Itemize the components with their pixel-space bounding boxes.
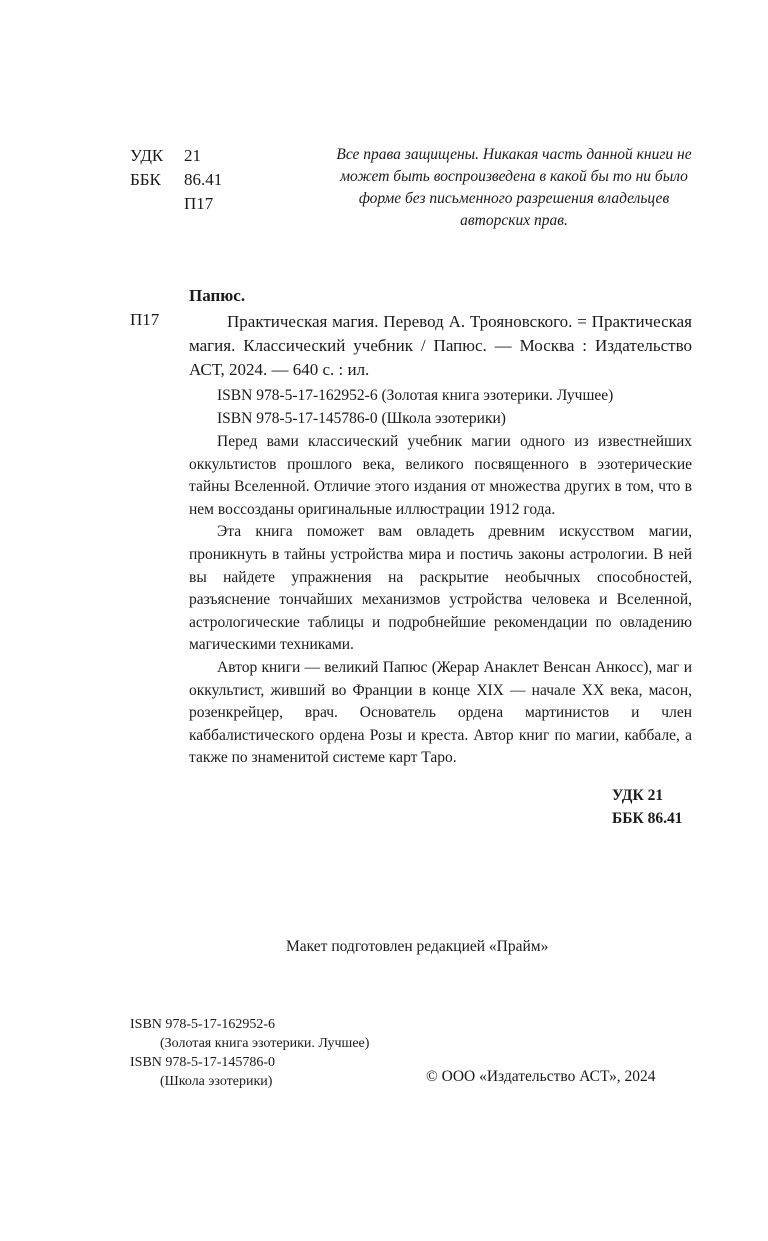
- annotation: [189, 431, 692, 770]
- annotation-paragraph: Автор книги — великий Папюс (Жерар Анаклет Венсан Анкосс), маг и оккультист, живший во Франции в конце XIX — начале XX века, масон, розенкрейцер, врач. Основатель ордена мартинистов и член каббалистического ордена Розы и креста. Автор книг по магии, каббале, а также по знаменитой системе карт Таро.: [189, 658, 692, 767]
- bbk-row: [130, 168, 222, 192]
- bottom-isbn-series: (Золотая книга эзотерики. Лучшее): [160, 1036, 370, 1051]
- author-name: Папюс.: [189, 286, 246, 305]
- isbn-line: ISBN 978-5-17-162952-6 (Золотая книга эзотерики. Лучшее): [217, 387, 614, 404]
- author-code: П17: [130, 310, 160, 329]
- bbk-label: ББК: [130, 170, 161, 189]
- bottom-isbn-series: (Школа эзотерики): [160, 1074, 273, 1089]
- isbn-line: ISBN 978-5-17-145786-0 (Школа эзотерики): [217, 410, 506, 427]
- bibliographic-title: Практическая магия. Перевод А. Трояновского. = Практическая магия. Классический учебник / Папюс. — Москва : Издательство АСТ, 2024. — 640 с. : ил.: [189, 312, 692, 379]
- annotation-paragraph: Эта книга поможет вам овладеть древним искусством магии, проникнуть в тайны устройства мира и постичь законы астрологии. В ней вы найдете упражнения на раскрытие необычных способностей, разъяснение тончайших механизмов устройства человека и Вселенной, астрологические таблицы и подробнейшие рекомендации по овладению магическими техниками.: [189, 523, 692, 654]
- bottom-isbn: ISBN 978-5-17-162952-6: [130, 1017, 276, 1032]
- bbk-value: 86.41: [184, 170, 223, 189]
- classification-codes-right: [612, 784, 682, 830]
- udk-value: 21: [184, 146, 201, 165]
- bottom-isbn-block: [130, 1015, 369, 1091]
- author-sign-row: [130, 192, 222, 216]
- bbk-code: ББК 86.41: [612, 810, 683, 827]
- rights-notice: Все права защищены. Никакая часть данной книги не может быть воспроизведена в какой бы то ни было форме без письменного разрешения владельцев авторских прав.: [336, 146, 692, 229]
- layout-credit: Макет подготовлен редакцией «Прайм»: [286, 938, 549, 955]
- udk-label: УДК: [130, 146, 164, 165]
- copyright: © ООО «Издательство АСТ», 2024: [426, 1068, 656, 1085]
- isbn-list: [217, 384, 613, 430]
- author-sign-label: [130, 192, 184, 216]
- annotation-paragraph: Перед вами классический учебник магии одного из известнейших оккультистов прошлого века, великого посвященного в эзотерические тайны Вселенной. Отличие этого издания от множества других в том, что в нем воссозданы оригинальные иллюстрации 1912 года.: [189, 433, 692, 518]
- classification-codes-left: [130, 144, 222, 216]
- udk-code: УДК 21: [612, 787, 664, 804]
- author-sign-value: П17: [184, 194, 214, 213]
- bottom-isbn: ISBN 978-5-17-145786-0: [130, 1055, 276, 1070]
- udk-row: [130, 144, 222, 168]
